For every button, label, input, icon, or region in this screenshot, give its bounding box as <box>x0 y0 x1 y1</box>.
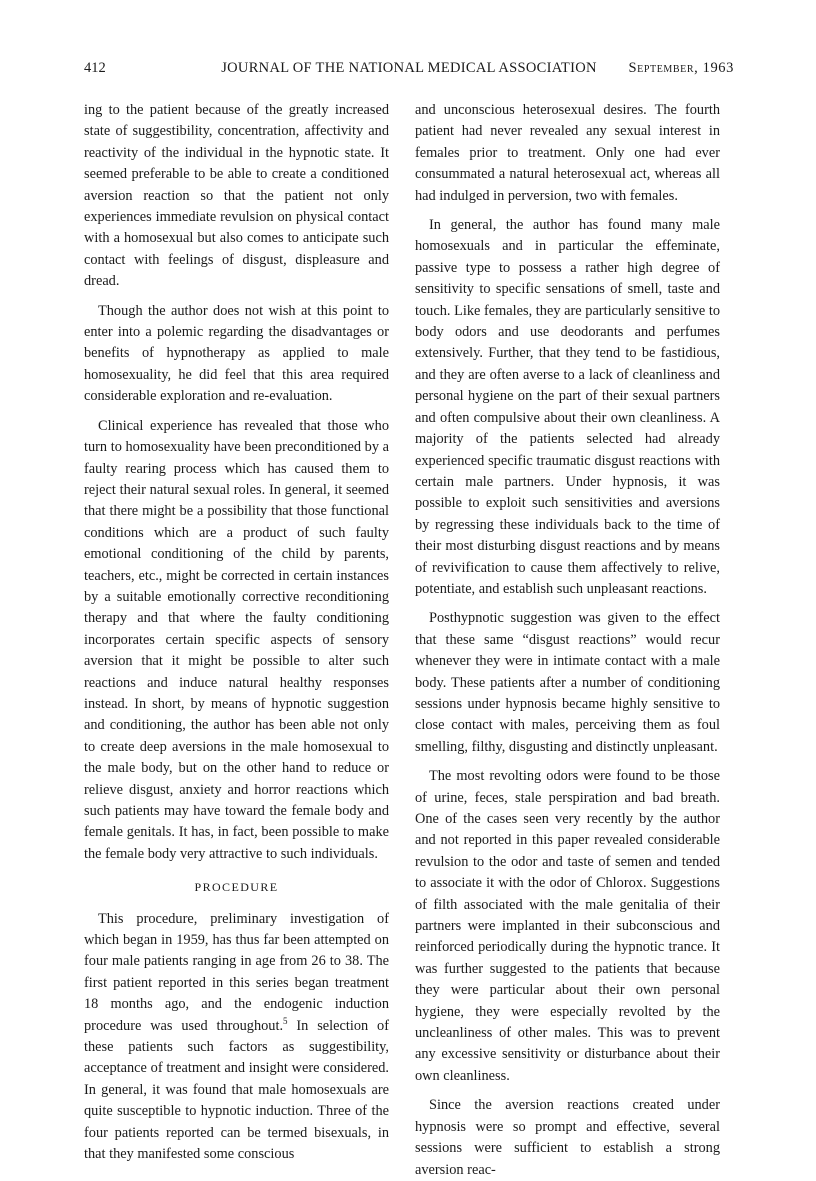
paragraph: ing to the patient because of the greatly increased state of suggestibility, concentration, affectivity and reactivity of the individual in the hypnotic state. It seemed preferable to be able to create a conditioned aversion reaction so that the patient not only experiences immediate revulsion on physical contact with a homosexual but also comes to anticipate such contact with feelings of disgust, displeasure and dread. <box>84 102 389 290</box>
reference-marker: 5 <box>283 1015 288 1026</box>
paragraph: In general, the author has found many male homosexuals and in particular the effeminate, passive type to possess a rather high degree of sensitivity to specific sensations of smell, taste and touch. Like females, they are particularly sensitive to body odors and use deodorants and perfumes extensively. Further, that they tend to be fastidious, and they are often averse to a lack of cleanliness and personal hygiene on the part of their sexual partners and often compulsive about their own cleanliness. A majority of the patients selected had already experienced specific traumatic disgust reactions with certain male partners. Under hypnosis, it was possible to exploit such sensitivities and aversions by regressing these individuals back to the time of their most disturbing disgust reactions and by means of revivification to cause them affectively to relive, potentiate, and establish such unpleasant reactions. <box>415 217 720 597</box>
running-header <box>84 58 734 80</box>
issue-date: September, 1963 <box>628 60 734 76</box>
paragraph-text: This procedure, preliminary investigation of which began in 1959, has thus far been attempted on four male patients ranging in age from 26 to 38. The first patient reported in this series began treatment 18 months ago, and the endogenic induction procedure was used throughout. <box>84 910 389 1034</box>
paragraph: Posthypnotic suggestion was given to the effect that these same “disgust reactions” would recur whenever they were in intimate contact with a male body. These patients after a number of conditioning sessions under hypnosis became highly sensitive to close contact with males, perceiving them as foul smelling, filthy, disgusting and distinctly unpleasant. <box>415 610 720 755</box>
paragraph: Since the aversion reactions created under hypnosis were so prompt and effective, several sessions were sufficient to establish a strong aversion reac- <box>415 1097 720 1178</box>
paragraph: Clinical experience has revealed that those who turn to homosexuality have been preconditioned by a faulty rearing process which has caused them to reject their natural sexual roles. In general, it seemed that there might be a possibility that those functional conditions which are a product of such faulty emotional conditioning of the child by parents, teachers, etc., might be corrected in certain instances by a suitable emotionally corrective reconditioning therapy and that where the faulty conditioning incorporates certain specific aspects of sensory aversion that it might be possible to alter such reactions and induce natural healthy responses instead. In short, by means of hypnotic suggestion and conditioning, the author has been able not only to create deep aversions in the male homosexual to the male body, but on the other hand to reduce or relieve disgust, anxiety and horror reactions which such patients may have toward the female body and female genitals. It has, in fact, been possible to make the female body very attractive to such individuals. <box>84 417 389 862</box>
paragraph <box>84 909 389 1166</box>
right-column <box>415 100 720 1181</box>
page-number: 412 <box>84 60 106 76</box>
section-heading: PROCEDURE <box>194 880 279 895</box>
left-column <box>84 100 389 1166</box>
paragraph: Though the author does not wish at this point to enter into a polemic regarding the disadvantages or benefits of hypnotherapy as applied to male homosexuality, he did feel that this area required considerable exploration and re-evaluation. <box>84 302 389 405</box>
paragraph: and unconscious heterosexual desires. The fourth patient had never revealed any sexual interest in females prior to treatment. Only one had ever consummated a natural heterosexual act, whereas all had indulged in perversion, two with females. <box>415 102 720 204</box>
paragraph: The most revolting odors were found to be those of urine, feces, stale perspiration and bad breath. One of the cases seen very recently by the author and not reported in this paper revealed considerable revulsion to the odor and taste of semen and tended to associate it with the odor of Chlorox. Suggestions of filth associated with the male genitalia of their partners were implanted in their subconscious and reinforced periodically during the hypnotic trance. It was further suggested to the patients that because they were particular about their own personal hygiene, they were especially revolted by the uncleanliness of other males. This was to prevent any excessive sensitivity or disturbance about their own cleanliness. <box>415 768 720 1084</box>
paragraph-text: In selection of these patients such factors as suggestibility, acceptance of treatment and insight were considered. In general, it was found that male homosexuals are quite susceptible to hypnotic induction. Three of the four patients reported can be termed bisexuals, in that they manifested some conscious <box>84 1017 389 1163</box>
journal-title: JOURNAL OF THE NATIONAL MEDICAL ASSOCIATION <box>221 60 597 76</box>
